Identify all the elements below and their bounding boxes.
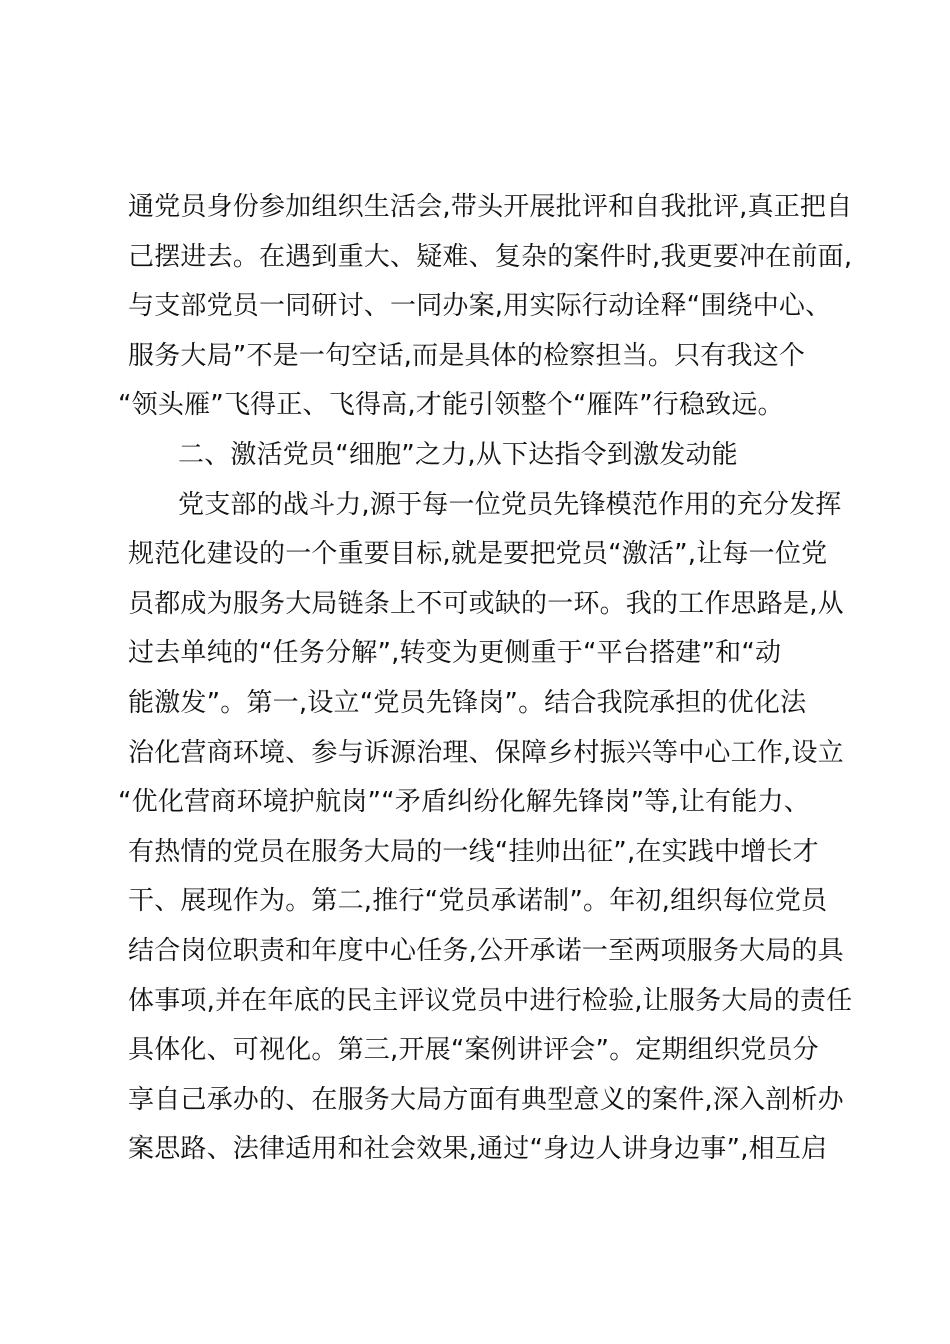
text-line: 干、展现作为。第二,推行“党员承诺制”。年初,组织每位党员	[128, 886, 828, 917]
text-line: 享自己承办的、在服务大局方面有典型意义的案件,深入剖析办	[128, 1084, 844, 1115]
text-line: 过去单纯的“任务分解”,转变为更侧重于“平台搭建”和“动	[128, 638, 782, 669]
text-line: 规范化建设的一个重要目标,就是要把党员“激活”,让每一位党	[128, 539, 828, 570]
text-line: 有热情的党员在服务大局的一线“挂帅出征”,在实践中增长才	[128, 836, 819, 867]
text-line: 员都成为服务大局链条上不可或缺的一环。我的工作思路是,从	[128, 588, 844, 619]
text-line: 结合岗位职责和年度中心任务,公开承诺一至两项服务大局的具	[128, 935, 844, 966]
text-line: 能激发”。第一,设立“党员先锋岗”。结合我院承担的优化法	[128, 687, 807, 718]
text-line: 与支部党员一同研讨、一同办案,用实际行动诠释“围绕中心、	[128, 291, 832, 322]
text-line: 治化营商环境、参与诉源治理、保障乡村振兴等中心工作,设立	[128, 737, 844, 768]
text-line: 服务大局”不是一句空话,而是具体的检察担当。只有我这个	[128, 340, 806, 371]
text-line: 己摆进去。在遇到重大、疑难、复杂的案件时,我更要冲在前面,	[128, 241, 853, 272]
text-line: “领头雁”飞得正、飞得高,才能引领整个“雁阵”行稳致远。	[118, 390, 784, 421]
body-text	[118, 183, 853, 1175]
text-line: 案思路、法律适用和社会效果,通过“身边人讲身边事”,相互启	[128, 1134, 828, 1165]
section-heading: 二、激活党员“细胞”之力,从下达指令到激发动能	[178, 439, 738, 470]
text-line: 通党员身份参加组织生活会,带头开展批评和自我批评,真正把自	[128, 192, 853, 222]
text-line: “优化营商环境护航岗”“矛盾纠纷化解先锋岗”等,让有能力、	[118, 787, 810, 818]
text-line: 具体化、可视化。第三,开展“案例讲评会”。定期组织党员分	[128, 1035, 819, 1066]
paragraph-start: 党支部的战斗力,源于每一位党员先锋模范作用的充分发挥	[178, 489, 842, 520]
text-line: 体事项,并在年底的民主评议党员中进行检验,让服务大局的责任	[128, 985, 853, 1016]
